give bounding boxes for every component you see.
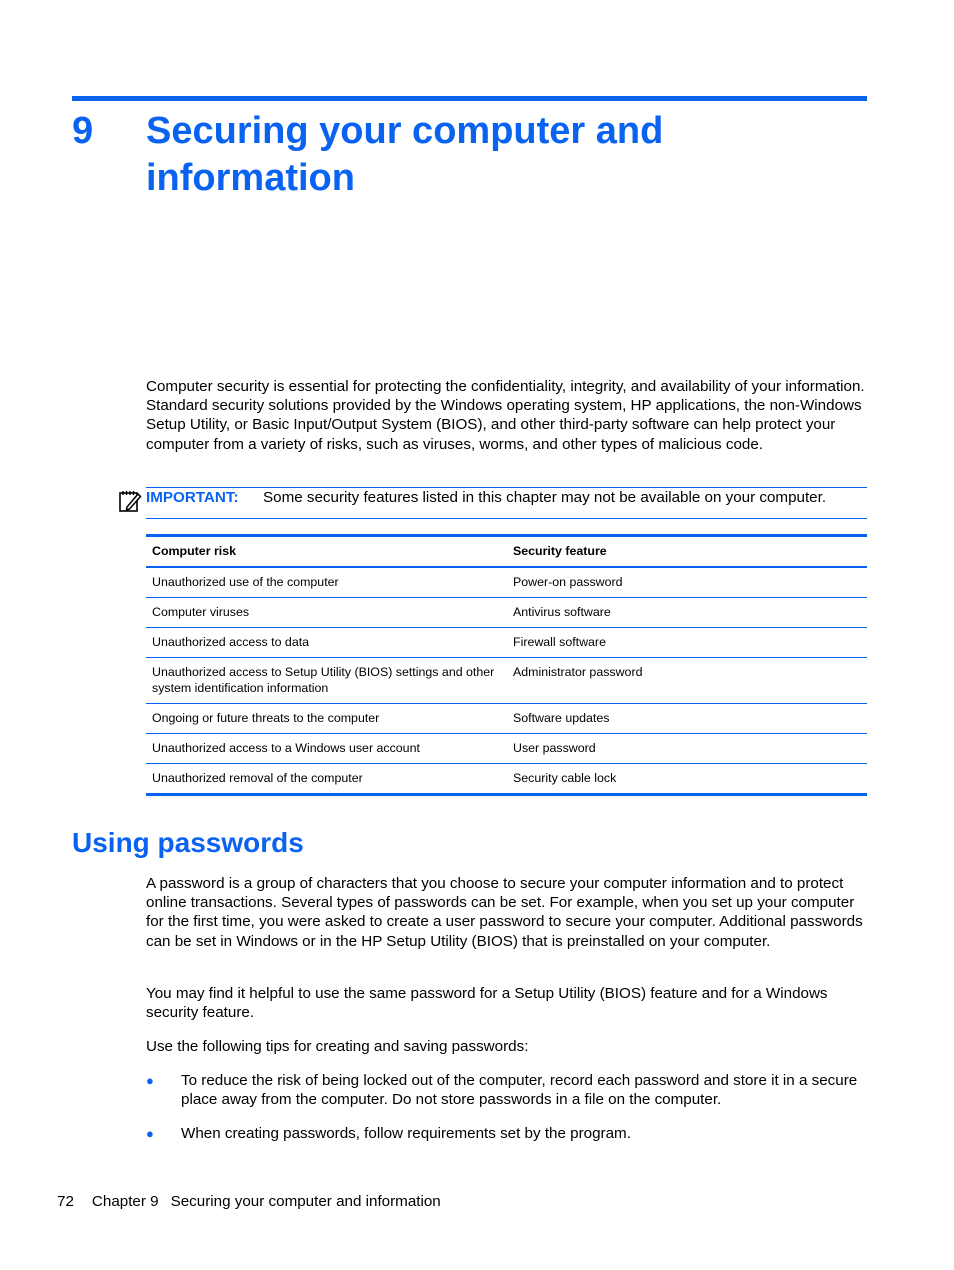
feature-cell: User password	[507, 734, 867, 764]
bullet-text: When creating passwords, follow requirements set by the program.	[181, 1125, 631, 1143]
table-header-row	[146, 536, 867, 568]
list-item	[146, 1124, 868, 1143]
important-text: Some security features listed in this chapter may not be available on your computer.	[263, 489, 827, 506]
risk-cell: Unauthorized access to Setup Utility (BIOS) settings and other system identification information	[146, 658, 507, 704]
risk-cell: Unauthorized removal of the computer	[146, 764, 507, 795]
feature-cell: Antivirus software	[507, 598, 867, 628]
header-security-feature: Security feature	[513, 544, 607, 558]
page-footer	[57, 1192, 441, 1211]
security-risk-table	[146, 534, 867, 796]
important-label: IMPORTANT:	[146, 489, 239, 506]
bullet-icon: ●	[146, 1126, 154, 1142]
important-note	[146, 487, 867, 519]
risk-cell: Unauthorized access to data	[146, 628, 507, 658]
footer-chapter-title: Securing your computer and information	[170, 1193, 441, 1210]
table-row	[146, 734, 867, 764]
note-pad-icon	[118, 489, 142, 513]
chapter-number: 9	[72, 110, 94, 152]
table-row	[146, 598, 867, 628]
header-computer-risk: Computer risk	[152, 544, 236, 558]
bullet-text: To reduce the risk of being locked out of the computer, record each password and store it in a secure place away from the computer. Do not store passwords in a file on the computer.	[181, 1072, 858, 1109]
risk-cell: Ongoing or future threats to the computer	[146, 704, 507, 734]
chapter-title: Securing your computer and information	[146, 110, 664, 199]
footer-chapter-label: Chapter 9	[91, 1193, 159, 1210]
bullet-icon: ●	[146, 1073, 154, 1088]
passwords-paragraph-2: You may find it helpful to use the same password for a Setup Utility (BIOS) feature and for a Windows security feature.	[146, 985, 828, 1022]
risk-cell: Computer viruses	[146, 598, 507, 628]
page-number: 72	[57, 1193, 74, 1210]
table-row	[146, 567, 867, 598]
feature-cell: Software updates	[507, 704, 867, 734]
risk-cell: Unauthorized access to a Windows user account	[146, 734, 507, 764]
intro-paragraph: Computer security is essential for protecting the confidentiality, integrity, and availability of your information. Standard security solutions provided by the Windows operating system, HP applications, the non-Windows Setup Utility, or Basic Input/Output System (BIOS), and other third-party software can help protect your computer from a variety of risks, such as viruses, worms, and other types of malicious code.	[146, 378, 865, 453]
feature-cell: Administrator password	[507, 658, 867, 704]
password-tips-list	[146, 1071, 868, 1159]
table-row	[146, 628, 867, 658]
passwords-paragraph-3: Use the following tips for creating and saving passwords:	[146, 1038, 529, 1055]
passwords-paragraph-1: A password is a group of characters that you choose to secure your computer information and to protect online transactions. Several types of passwords can be set. For example, when you set up your computer for the first time, you were asked to create a user password to secure your computer. Additional passwords can be set in Windows or in the HP Setup Utility (BIOS) that is preinstalled on your computer.	[146, 875, 863, 950]
table-row	[146, 764, 867, 795]
chapter-top-rule	[72, 96, 867, 101]
feature-cell: Firewall software	[507, 628, 867, 658]
table-row	[146, 704, 867, 734]
table-row	[146, 658, 867, 704]
list-item	[146, 1071, 868, 1109]
section-title: Using passwords	[72, 827, 304, 858]
feature-cell: Power-on password	[507, 567, 867, 598]
risk-cell: Unauthorized use of the computer	[146, 567, 507, 598]
feature-cell: Security cable lock	[507, 764, 867, 795]
